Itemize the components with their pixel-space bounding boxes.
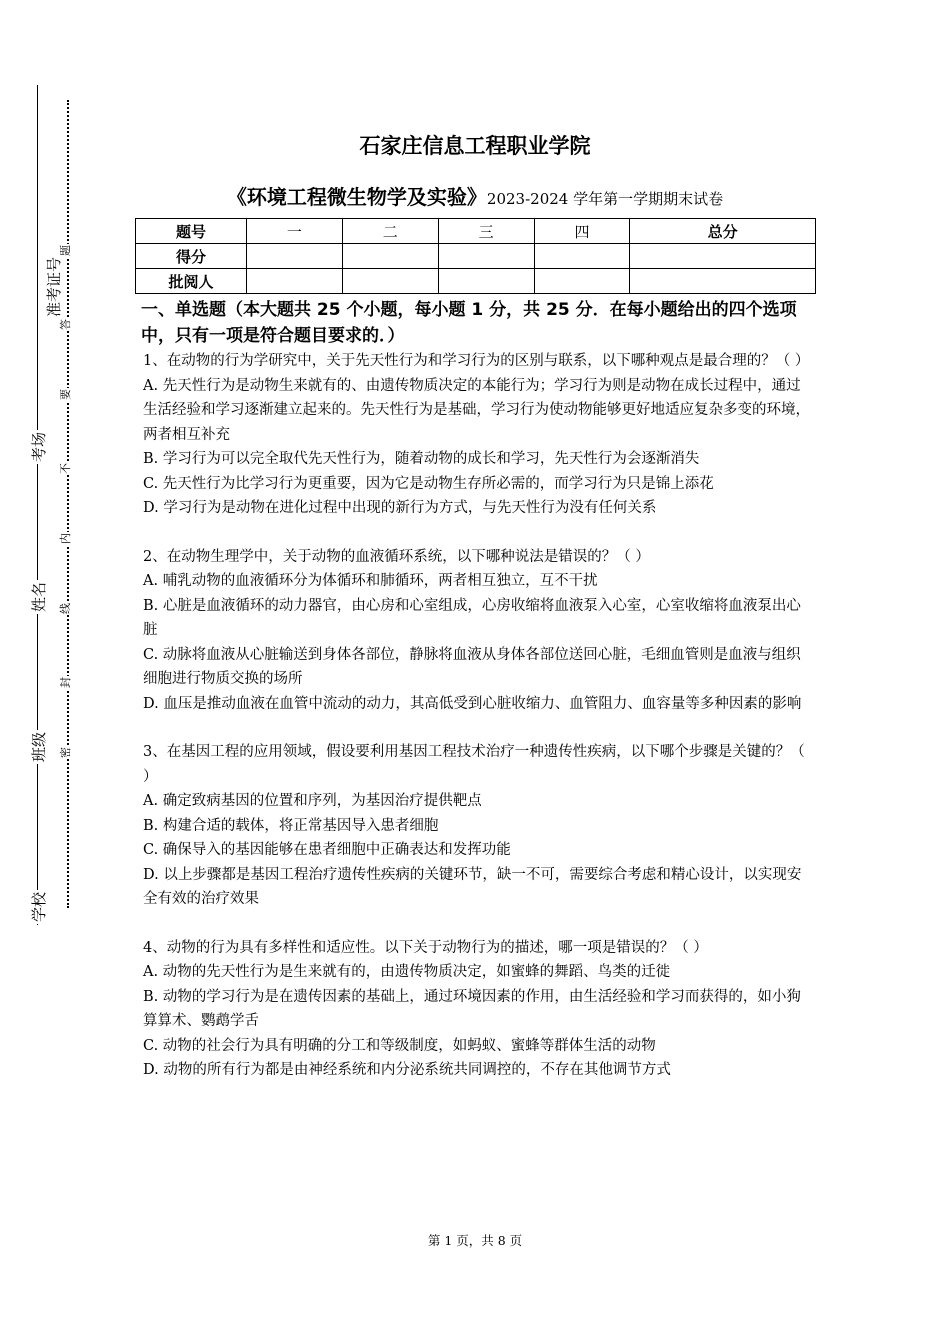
score-cell[interactable] <box>247 244 343 269</box>
question-option: C. 动脉将血液从心脏输送到身体各部位，静脉将血液从身体各部位送回心脏，毛细血管则是血液与组织细胞进行物质交换的场所 <box>143 646 801 687</box>
score-table-header: 题号 <box>136 219 247 244</box>
question-stem: 3、在基因工程的应用领域，假设要利用基因工程技术治疗一种遗传性疾病，以下哪个步骤是关键的？（ ） <box>143 744 805 785</box>
question <box>143 740 811 912</box>
score-row-label: 得分 <box>136 244 247 269</box>
question-option: D. 动物的所有行为都是由神经系统和内分泌系统共同调控的，不存在其他调节方式 <box>143 1062 671 1078</box>
exam-term: 2023-2024 学年第一学期期末试卷 <box>486 190 724 208</box>
grader-cell[interactable] <box>342 269 438 294</box>
exam-subtitle <box>0 181 950 210</box>
name-label: 姓名 <box>30 581 49 613</box>
grader-row-label: 批阅人 <box>136 269 247 294</box>
seal-char: 不 <box>59 463 72 474</box>
score-cell[interactable] <box>534 244 630 269</box>
score-cell[interactable] <box>630 244 816 269</box>
score-cell[interactable] <box>342 244 438 269</box>
question <box>143 936 811 1083</box>
exam-content <box>143 297 811 1083</box>
grader-cell[interactable] <box>630 269 816 294</box>
section-title: 一、单选题（本大题共 25 个小题，每小题 1 分，共 25 分．在每小题给出的四个选项中，只有一项是符合题目要求的．） <box>141 300 797 346</box>
grader-cell[interactable] <box>534 269 630 294</box>
question-option: D. 学习行为是动物在进化过程中出现的新行为方式，与先天性行为没有任何关系 <box>143 500 657 516</box>
question-option: A. 动物的先天性行为是生来就有的，由遗传物质决定，如蜜蜂的舞蹈、鸟类的迁徙 <box>143 964 671 980</box>
seal-char: 密 <box>59 747 72 758</box>
question-option: D. 血压是推动血液在血管中流动的动力，其高低受到心脏收缩力、血管阻力、血容量等多种因素的影响 <box>143 695 802 712</box>
seal-char: 内 <box>59 533 72 544</box>
exam-id-label: 准考证号 <box>45 256 64 318</box>
binding-solid-line <box>37 85 38 925</box>
page-number: 第 1 页，共 8 页 <box>427 1233 523 1248</box>
class-label: 班级 <box>30 731 49 763</box>
question-option: C. 先天性行为比学习行为更重要，因为它是动物生存所必需的，而学习行为只是锦上添花 <box>143 475 714 492</box>
course-name: 《环境工程微生物学及实验》 <box>226 185 487 209</box>
exam-room-label: 考场 <box>30 431 49 463</box>
question-option: B. 构建合适的载体，将正常基因导入患者细胞 <box>143 817 439 834</box>
score-table-header: 总分 <box>630 219 816 244</box>
question-option: B. 心脏是血液循环的动力器官，由心房和心室组成，心房收缩将血液泵入心室，心室收缩将血液泵出心脏 <box>143 597 801 638</box>
question <box>143 349 811 521</box>
seal-char: 封 <box>59 677 72 688</box>
question-option: A. 确定致病基因的位置和序列，为基因治疗提供靶点 <box>143 793 482 809</box>
seal-char: 线 <box>59 603 72 614</box>
score-table-header: 四 <box>534 219 630 244</box>
grader-cell[interactable] <box>438 269 534 294</box>
question-option: B. 动物的学习行为是在遗传因素的基础上，通过环境因素的作用，由生活经验和学习而获得的，如小狗算算术、鹦鹉学舌 <box>143 988 801 1029</box>
question <box>143 545 811 717</box>
score-table-header: 一 <box>247 219 343 244</box>
score-row <box>136 244 816 269</box>
score-table-header: 二 <box>342 219 438 244</box>
question-option: A. 哺乳动物的血液循环分为体循环和肺循环，两者相互独立，互不干扰 <box>143 573 598 589</box>
score-table <box>135 218 816 294</box>
seal-char: 答 <box>59 319 72 330</box>
question-option: C. 动物的社会行为具有明确的分工和等级制度，如蚂蚁、蜜蜂等群体生活的动物 <box>143 1037 656 1054</box>
score-table-header: 三 <box>438 219 534 244</box>
question-stem: 4、动物的行为具有多样性和适应性。以下关于动物行为的描述，哪一项是错误的？（ ） <box>143 939 708 956</box>
seal-char: 题 <box>59 245 72 256</box>
grader-cell[interactable] <box>247 269 343 294</box>
school-title: 石家庄信息工程职业学院 <box>359 134 591 158</box>
seal-char: 要 <box>59 389 72 400</box>
question-option: D. 以上步骤都是基因工程治疗遗传性疾病的关键环节，缺一不可，需要综合考虑和精心设计，以实现安全有效的治疗效果 <box>143 866 802 907</box>
score-cell[interactable] <box>438 244 534 269</box>
school-label: 学校 <box>30 891 49 923</box>
binding-dotted-line <box>67 100 69 908</box>
question-option: A. 先天性行为是动物生来就有的、由遗传物质决定的本能行为；学习行为则是动物在成长过程中，通过生活经验和学习逐渐建立起来的。先天性行为是基础，学习行为使动物能够更好地适应复杂多变的环境，两者相互补充 <box>143 377 810 443</box>
grader-row <box>136 269 816 294</box>
score-table-header-row <box>136 219 816 244</box>
question-option: B. 学习行为可以完全取代先天性行为，随着动物的成长和学习，先天性行为会逐渐消失 <box>143 451 700 467</box>
question-option: C. 确保导入的基因能够在患者细胞中正确表达和发挥功能 <box>143 842 511 858</box>
question-stem: 1、在动物的行为学研究中，关于先天性行为和学习行为的区别与联系，以下哪种观点是最合理的？（ ） <box>143 353 810 369</box>
question-stem: 2、在动物生理学中，关于动物的血液循环系统，以下哪种说法是错误的？（ ） <box>143 548 650 565</box>
